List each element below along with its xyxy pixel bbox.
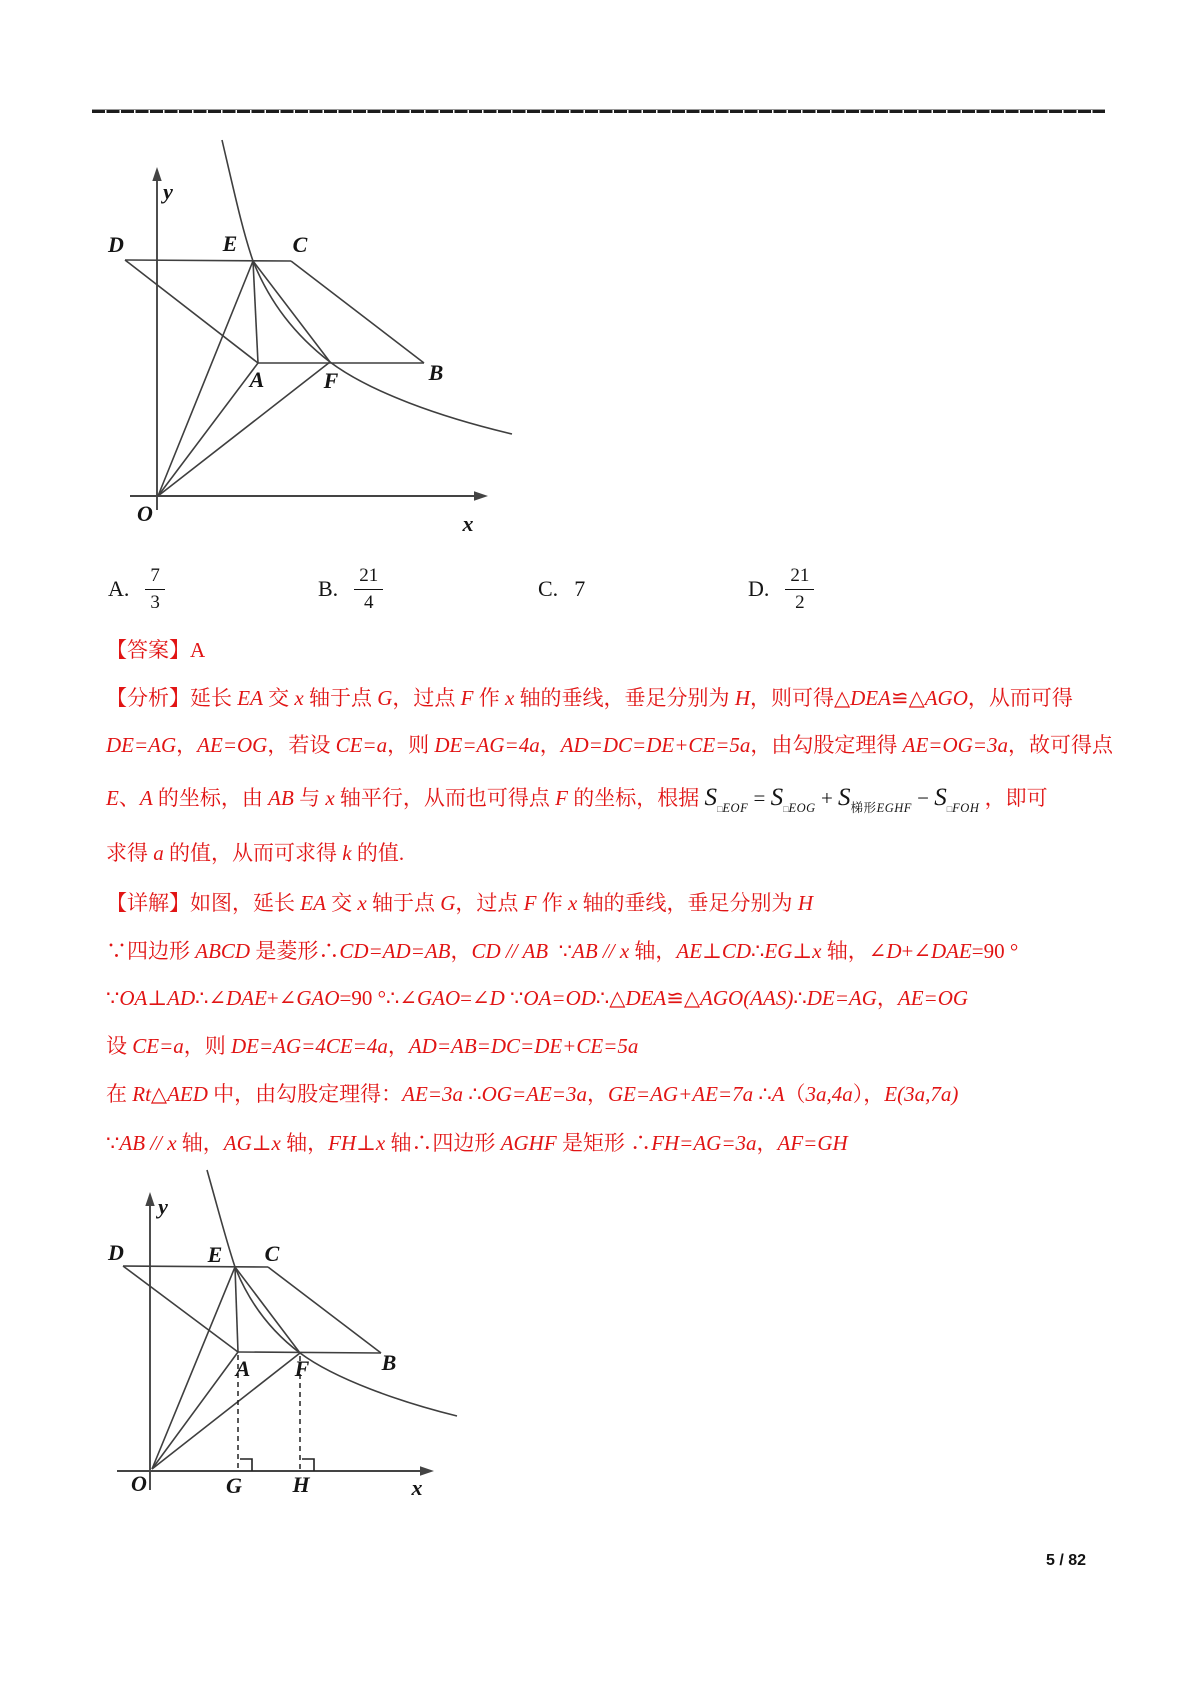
option-c-value: 7 [574,576,586,601]
fig2-line-dc [123,1266,268,1267]
analysis-line-3-formula: E、A 的坐标，由 AB 与 x 轴平行，从而也可得点 F 的坐标，根据 $S_{□EOF} = S_{□EOG} + S_{梯形EGHF} - S_{□FOH}$ ，即可 [106,784,1048,815]
option-c [538,560,585,618]
fig1-label-f: F [323,368,339,393]
option-d [748,560,814,618]
fig1-line-da [125,260,258,363]
option-d-label: D. [748,576,770,601]
option-a-numerator: 7 [145,565,165,590]
fig2-label-g: G [226,1473,242,1498]
figure-2-coordinate-diagram [95,1155,475,1505]
page-divider [92,109,1105,113]
option-a-label: A. [108,576,130,601]
option-b-numerator: 21 [354,565,383,590]
fig2-line-ab [238,1352,381,1353]
fig1-line-dc [125,260,291,261]
option-b-fraction [354,565,383,614]
fig2-label-x: x [411,1475,423,1500]
detail-line-6: ∵AB // x 轴，AG⊥x 轴，FH⊥x 轴∴四边形 AGHF 是矩形 ∴FH=AG=3a，AF=GH [106,1131,848,1155]
fig2-right-angle-mark-h [302,1459,314,1471]
fig1-y-axis-arrow-icon [152,167,161,181]
option-d-fraction [785,565,814,614]
fig1-label-c: C [292,232,308,257]
option-b [318,560,383,618]
fig2-label-c: C [264,1241,280,1266]
fig1-hyperbola-curve [222,140,512,434]
detail-line-5: 在 Rt△AED 中，由勾股定理得：AE=3a ∴OG=AE=3a，GE=AG+AE=7a ∴A（3a,4a），E(3a,7a) [106,1082,959,1106]
fig2-right-angle-mark-g [240,1459,252,1471]
detail-line-4: 设 CE=a，则 DE=AG=4CE=4a，AD=AB=DC=DE+CE=5a [106,1034,639,1058]
fig1-line-ef [253,261,330,362]
fig2-label-b: B [381,1350,397,1375]
fig2-label-a: A [235,1356,251,1381]
answer-line: 【答案】A [106,638,206,662]
detail-line-3: ∵OA⊥AD∴∠DAE+∠GAO=90 °∴∠GAO=∠D ∵OA=OD∴△DEA≌△AGO(AAS)∴DE=AG，AE=OG [106,986,969,1010]
fig2-line-oa [152,1352,238,1469]
option-b-label: B. [318,576,339,601]
fig1-label-b: B [428,360,444,385]
fig2-label-f: F [294,1356,310,1381]
fig1-label-a: A [249,367,265,392]
fig1-label-x: x [462,511,474,535]
analysis-line-2: DE=AG，AE=OG，若设 CE=a，则 DE=AG=4a，AD=DC=DE+CE=5a，由勾股定理得 AE=OG=3a，故可得点 [106,733,1113,757]
page-number: 5 / 82 [1046,1552,1087,1569]
fig2-label-y: y [158,1194,168,1219]
fig2-line-of [152,1353,300,1469]
fig1-label-d: D [108,232,124,257]
fig1-line-cb [291,261,424,363]
fig2-label-h: H [292,1472,310,1497]
fig2-line-ea [235,1267,238,1352]
fig1-line-ea [253,261,258,363]
answer-options-row [0,560,1200,620]
fig2-label-e: E [207,1242,223,1267]
fig2-line-ef [235,1267,300,1353]
detail-line-1: 【详解】如图，延长 EA 交 x 轴于点 G，过点 F 作 x 轴的垂线，垂足分别为 H [106,891,813,915]
figure-1-coordinate-diagram [95,125,525,535]
analysis-line-4: 求得 a 的值，从而可求得 k 的值. [106,841,405,865]
fig2-label-d: D [108,1240,124,1265]
fig1-label-y: y [163,179,173,204]
option-b-denominator: 4 [363,591,374,613]
analysis-line-1: 【分析】延长 EA 交 x 轴于点 G，过点 F 作 x 轴的垂线，垂足分别为 H，则可得△DEA≌△AGO，从而可得 [106,686,1073,710]
option-c-label: C. [538,576,559,601]
option-a-denominator: 3 [150,591,160,613]
fig2-y-axis-arrow-icon [145,1192,154,1206]
fig1-label-e: E [222,231,238,256]
option-a [108,560,165,618]
fig2-line-da [123,1266,238,1352]
fig2-label-origin: O [131,1471,147,1496]
fig1-x-axis-arrow-icon [474,491,488,500]
fig1-label-origin: O [137,501,153,526]
detail-line-2: ∵四边形 ABCD 是菱形∴CD=AD=AB，CD // AB ∵AB // x 轴，AE⊥CD∴EG⊥x 轴，∠D+∠DAE=90 ° [106,939,1019,963]
option-d-numerator: 21 [785,565,814,590]
option-d-denominator: 2 [795,591,805,613]
option-a-fraction [145,565,165,614]
